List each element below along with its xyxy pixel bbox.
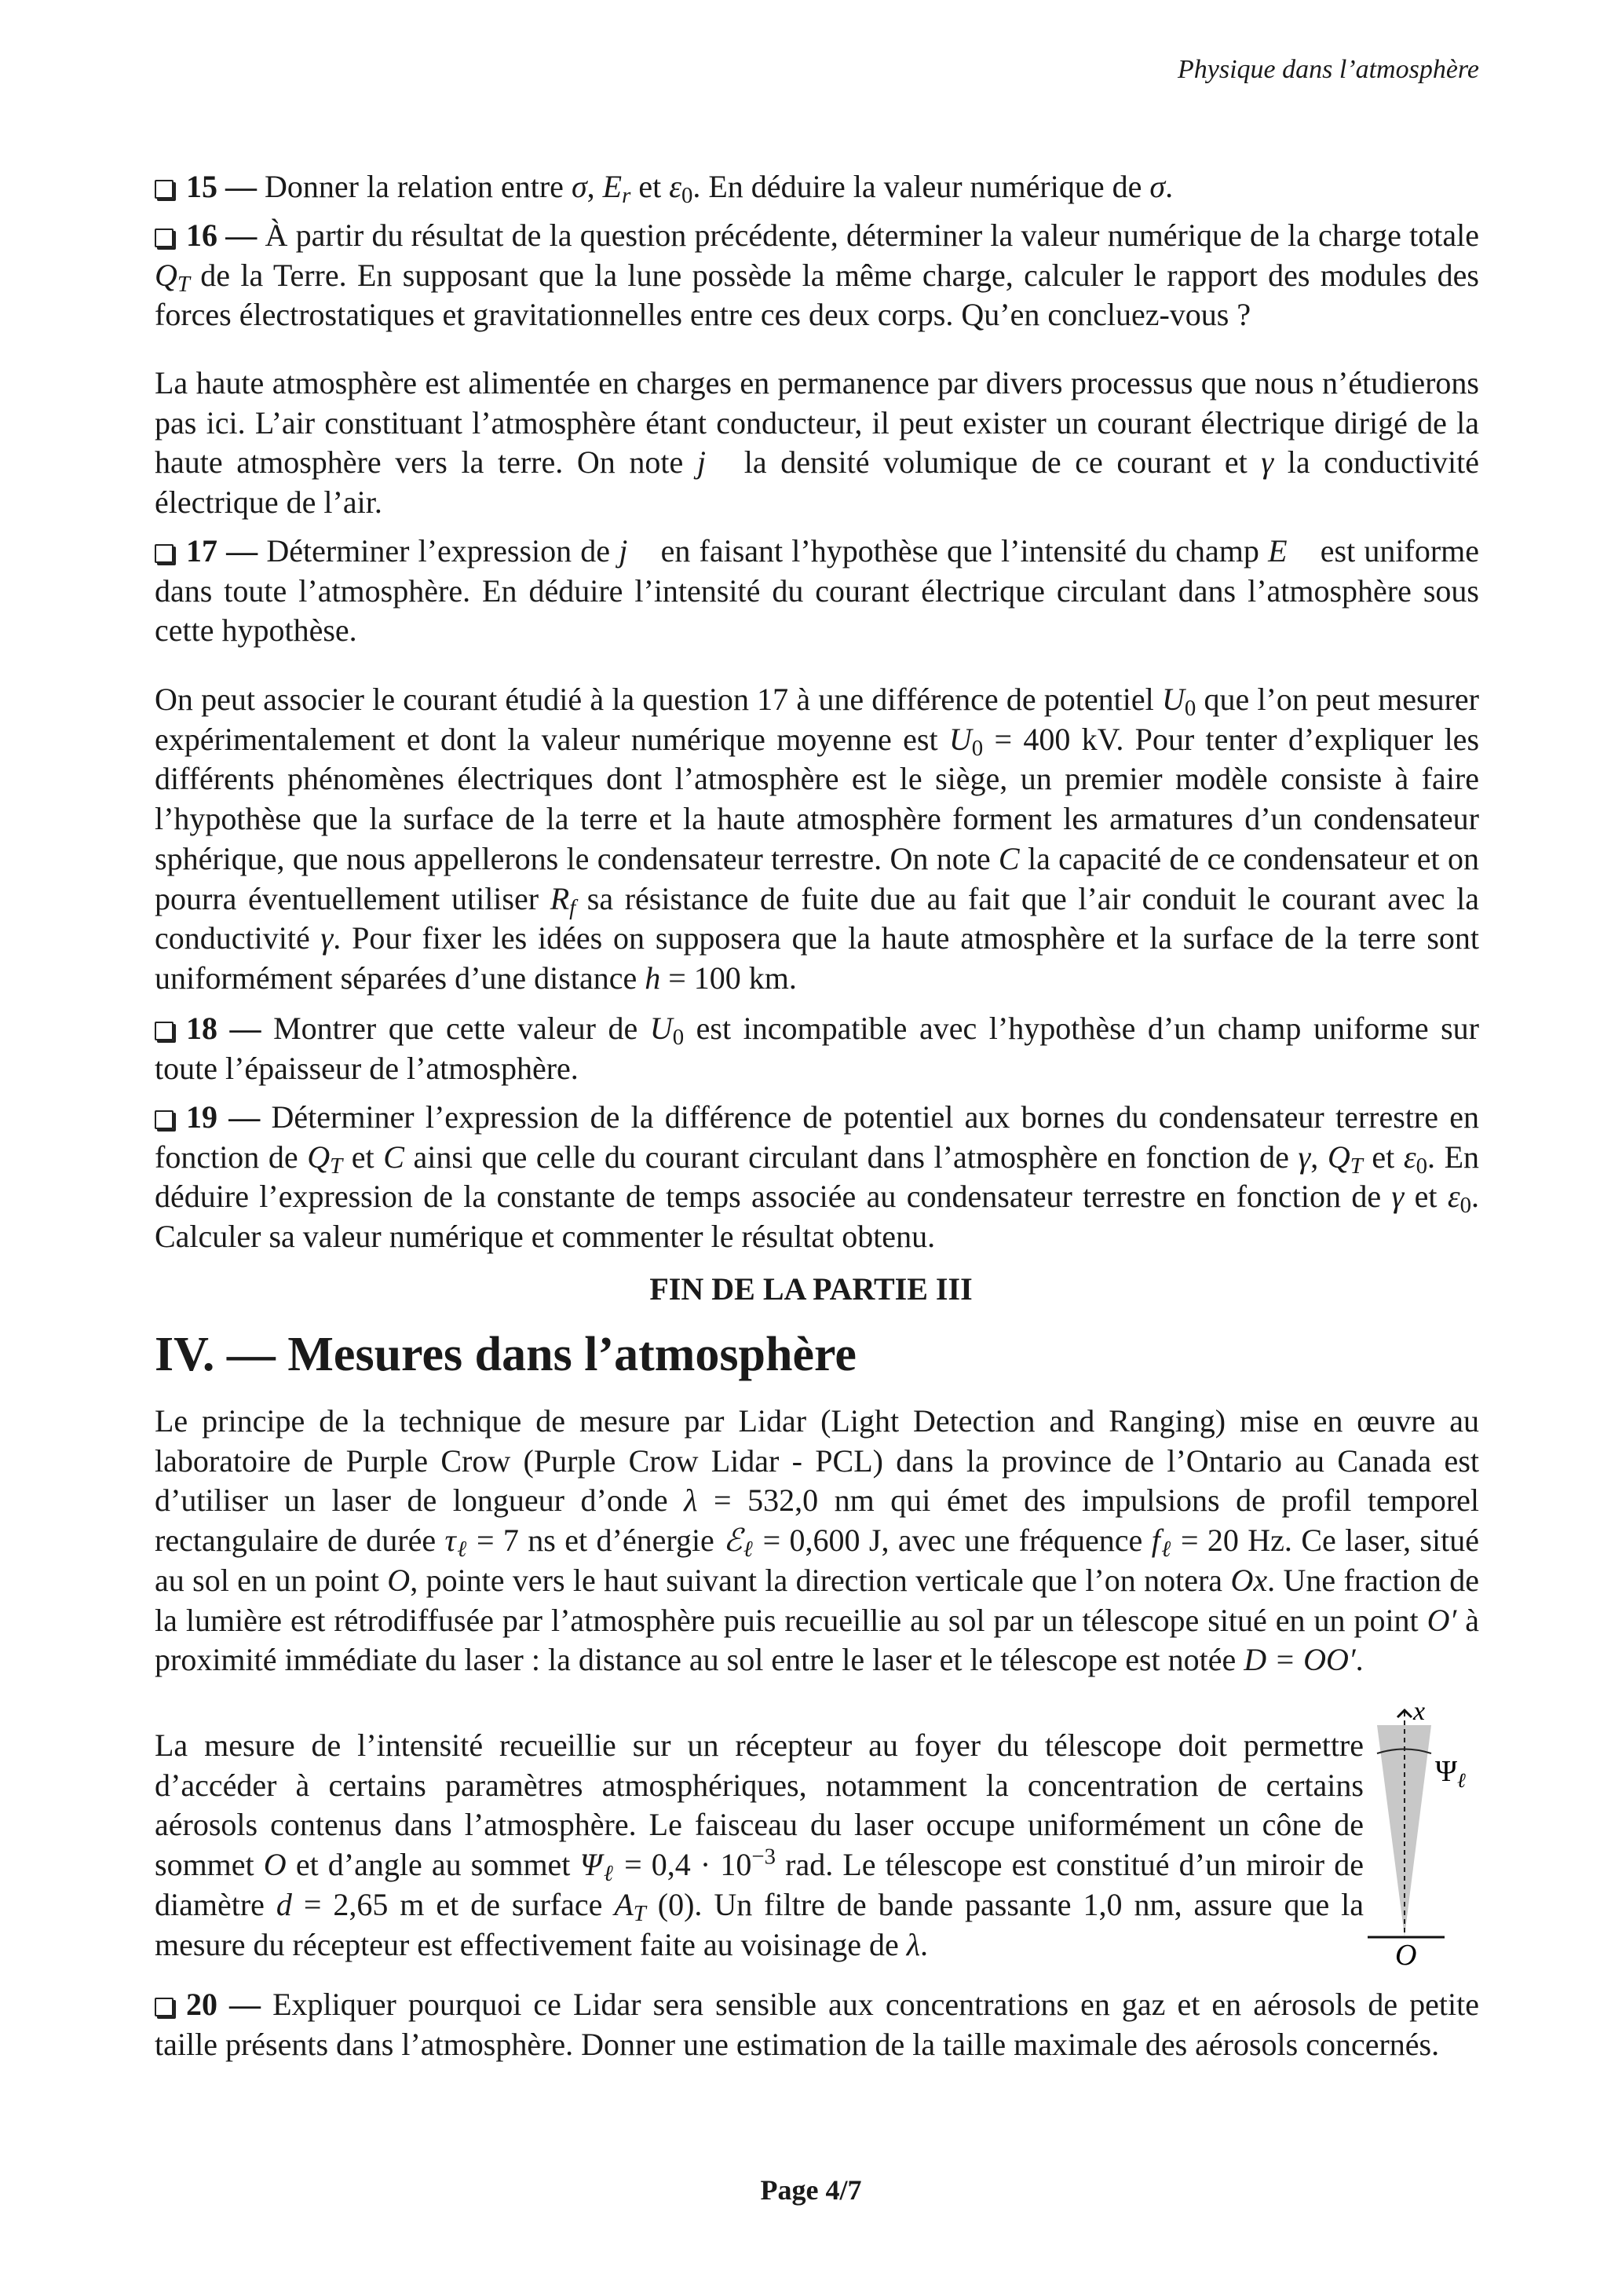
math-symbol [684, 1483, 697, 1518]
subscript: ℓ [1160, 1537, 1172, 1563]
text: = 7 ns et d’énergie [467, 1523, 724, 1559]
text: La haute atmosphère est alimentée en charges en permanence par divers processus que nous n’étudierons pas ici. L’air constituant l’atmosphère étant conducteur, il peut exister un courant électrique dirigé de la haute atmosphère vers la terre. On note [155, 365, 1479, 481]
math-symbol [572, 169, 587, 204]
text: = 2,65 m et de surface [291, 1886, 615, 1922]
math-symbol [155, 257, 190, 297]
subscript: 0 [971, 735, 984, 761]
symbol: C [383, 1139, 404, 1175]
subscript: r [622, 183, 631, 209]
math-symbol [1327, 1139, 1363, 1179]
question-number: 15 — [186, 169, 257, 204]
checkbox-icon [155, 544, 174, 563]
text: Expliquer pourquoi ce Lidar sera sensible aux concentrations en gaz et en aérosols de petite taille présents dans l’atmosphère. Donner une estimation de la taille maximale des aérosols concernés. [155, 1987, 1479, 2062]
math-symbol [1161, 682, 1196, 722]
math-symbol [387, 1563, 410, 1598]
question-q15 [155, 167, 1479, 207]
symbol: λ [684, 1483, 698, 1519]
math-symbol [723, 1523, 754, 1563]
math-symbol [602, 169, 631, 209]
checkbox-icon [155, 1110, 174, 1129]
symbol: τ [444, 1523, 456, 1559]
text: de la Terre. En supposant que la lune possède la même charge, calculer le rapport des modules des forces électrostatiques et gravitationnelles entre ces deux corps. Qu’en concluez-vous ? [155, 257, 1479, 333]
math-symbol [321, 920, 334, 956]
subscript: ℓ [455, 1537, 468, 1563]
text: La mesure de l’intensité recueillie sur un récepteur au foyer du télescope doit permettre d’accéder à certains paramètres atmosphériques, notamment la concentration de certains aérosols contenus dans l’atmosphère. Le faisceau du laser occupe uniformément un cône de sommet [155, 1727, 1364, 1883]
subscript: T [1350, 1153, 1363, 1179]
math-symbol [669, 169, 693, 209]
symbol: U [948, 721, 972, 757]
symbol: σ [571, 169, 587, 204]
math-symbol [1427, 1603, 1457, 1638]
subscript: 0 [1184, 696, 1196, 722]
laser-cone-figure [1366, 1704, 1492, 1994]
axis-label: x [1413, 1704, 1426, 1726]
question-number: 16 — [186, 218, 258, 253]
angle-label: $\Psi_\ell$ [1435, 1755, 1466, 1792]
math-symbol [383, 1139, 404, 1175]
symbol: σ [1149, 169, 1166, 204]
text: et [630, 169, 670, 204]
symbol: Ox [1230, 1562, 1268, 1598]
math-symbol [697, 444, 730, 480]
text: , [1310, 1139, 1328, 1175]
text: . Une fraction de la lumière est rétrodiffusée par l’atmosphère puis recueillie au sol par un télescope situé en un point [155, 1562, 1479, 1638]
subscript: 0 [1459, 1193, 1471, 1219]
text: est incompatible avec l’hypothèse d’un champ uniforme sur toute l’épaisseur de l’atmosphère. [155, 1011, 1480, 1086]
math-symbol [999, 841, 1020, 876]
text: . En déduire l’expression de la constante de temps associée au condensateur terrestre en fonction de [155, 1139, 1480, 1215]
symbol: U [1161, 682, 1185, 717]
math-symbol [444, 1523, 468, 1563]
subscript: ℓ [601, 1861, 615, 1887]
question-q18 [155, 1009, 1479, 1088]
page-number: Page 4/7 [760, 2174, 862, 2206]
text: ainsi que celle du courant circulant dans l’atmosphère en fonction de [404, 1139, 1299, 1175]
math-symbol [1391, 1179, 1404, 1214]
symbol: γ [1261, 444, 1274, 481]
paragraph-p2 [155, 680, 1479, 999]
text: . [1355, 1642, 1364, 1678]
paragraph-p1 [155, 364, 1479, 523]
math-symbol [1149, 169, 1165, 204]
question-q17 [155, 532, 1479, 651]
question-number: 19 — [186, 1099, 261, 1135]
symbol: λ [906, 1926, 921, 1962]
symbol: E [602, 169, 623, 204]
running-header: Physique dans l’atmosphère [1177, 55, 1479, 84]
checkbox-icon [155, 229, 174, 247]
math-symbol [1403, 1139, 1427, 1179]
symbol: γ [1391, 1179, 1405, 1215]
text: . [920, 1926, 929, 1962]
math-symbol [550, 880, 576, 920]
symbol: γ [1298, 1139, 1311, 1175]
text: Donner la relation entre [257, 169, 572, 204]
text: . Pour fixer les idées on supposera que la haute atmosphère et la surface de la terre sont uniformément séparées d’une distance [155, 920, 1480, 996]
subscript: 0 [681, 183, 693, 209]
text: la capacité de ce condensateur et on pourra éventuellement utiliser [155, 840, 1479, 916]
paragraph-p3 [155, 1402, 1479, 1680]
symbol: j⃗ [619, 533, 652, 569]
text: . Calculer sa valeur numérique et commenter le résultat obtenu. [155, 1179, 1479, 1255]
text: la densité volumique de ce courant et [730, 444, 1262, 481]
symbol: ε [669, 169, 681, 204]
subscript: T [633, 1901, 646, 1926]
section-title: IV. — Mesures dans l’atmosphère [155, 1328, 857, 1381]
math-symbol [1151, 1523, 1172, 1563]
math-symbol [1447, 1179, 1471, 1219]
symbol: C [998, 840, 1020, 876]
math-symbol [579, 1847, 615, 1887]
text: est uniforme dans toute l’atmosphère. En déduire l’intensité du courant électrique circulant dans l’atmosphère sous cette hypothèse. [155, 533, 1480, 649]
symbol: Ψ [579, 1847, 602, 1883]
text: On peut associer le courant étudié à la question 17 à une différence de potentiel [155, 682, 1162, 717]
text: = 0,4 · 10 [614, 1847, 752, 1883]
text: . En déduire la valeur numérique de [692, 169, 1150, 204]
text: à proximité immédiate du laser : la distance au sol entre le laser et le télescope est notée [155, 1602, 1479, 1678]
text: Déterminer l’expression de [258, 533, 619, 569]
text: en faisant l’hypothèse que l’intensité du champ [652, 533, 1269, 569]
origin-label: O [1395, 1939, 1417, 1972]
symbol: O [263, 1847, 287, 1883]
end-of-part: FIN DE LA PARTIE III [649, 1271, 973, 1307]
text: (0). Un filtre de bande passante 1,0 nm, assure que la mesure du récepteur est effectivement faite au voisinage de [155, 1886, 1364, 1962]
symbol: j⃗ [696, 444, 731, 481]
symbol: O [387, 1562, 411, 1598]
math-symbol [907, 1927, 920, 1962]
symbol: O′ [1427, 1602, 1457, 1638]
text: À partir du résultat de la question précédente, déterminer la valeur numérique de la charge totale [257, 218, 1480, 253]
text: Le principe de la technique de mesure par Lidar (Light Detection and Ranging) mise en œuvre au laboratoire de Purple Crow (Purple Crow Lidar - PCL) dans la province de l’Ontario au Canada est d’utiliser un laser de longueur d’onde [155, 1403, 1479, 1519]
text: = 400 kV. Pour tenter d’expliquer les différents phénomènes électriques dont l’atmosphère est le siège, un premier modèle consiste à faire l’hypothèse que la surface de la terre et la haute atmosphère forment les armatures d’un condensateur sphérique, que nous appellerons le condensateur terrestre. On note [155, 721, 1480, 876]
text: = 0,600 J, avec une fréquence [754, 1523, 1152, 1559]
symbol: f [1151, 1523, 1160, 1559]
question-q19 [155, 1098, 1479, 1257]
math-symbol [276, 1887, 292, 1922]
symbol: Q [1327, 1139, 1350, 1175]
question-q20 [155, 1985, 1479, 2064]
math-symbol [1268, 533, 1312, 569]
math-symbol [1244, 1642, 1355, 1677]
text: rad. Le télescope est constitué d’un miroir de diamètre [155, 1847, 1364, 1922]
text: = 100 km. [660, 960, 797, 996]
question-number: 18 — [186, 1011, 261, 1046]
subscript: 0 [672, 1025, 685, 1051]
subscript: 0 [1416, 1153, 1427, 1179]
symbol: ε [1403, 1139, 1416, 1175]
text: et [1404, 1179, 1448, 1215]
math-symbol [948, 721, 984, 761]
math-symbol [1230, 1563, 1267, 1598]
superscript: −3 [751, 1844, 776, 1870]
checkbox-icon [155, 1022, 174, 1040]
subscript: ℓ [742, 1537, 754, 1563]
symbol: Q [155, 257, 177, 293]
paragraph-p4 [155, 1726, 1364, 1965]
text: Déterminer l’expression de la différence de potentiel aux bornes du condensateur terrestre en fonction de [155, 1099, 1479, 1175]
text: . [1165, 169, 1174, 204]
symbol: ε [1447, 1179, 1460, 1215]
math-symbol [264, 1847, 287, 1882]
math-symbol [1261, 444, 1273, 480]
math-symbol [645, 960, 660, 996]
symbol: h [645, 960, 661, 996]
text: sa résistance de fuite due au fait que l’air conduit le courant avec la conductivité [155, 880, 1479, 956]
question-number: 20 — [186, 1987, 261, 2022]
text: , [586, 169, 603, 204]
text: = 532,0 nm qui émet des impulsions de profil temporel rectangulaire de durée [155, 1483, 1480, 1559]
subscript: f [569, 894, 576, 920]
symbol: D = OO′ [1244, 1642, 1356, 1678]
symbol: E⃗ [1268, 533, 1312, 569]
symbol: Q [307, 1139, 331, 1175]
symbol: ℰ [723, 1523, 743, 1559]
question-number: 17 — [186, 533, 258, 569]
subscript: T [330, 1153, 343, 1179]
math-symbol [614, 1886, 646, 1926]
symbol: A [614, 1886, 634, 1922]
math-symbol [649, 1011, 685, 1051]
text: Montrer que cette valeur de [261, 1011, 650, 1046]
text: et [1362, 1139, 1404, 1175]
symbol: d [276, 1886, 292, 1922]
text: et [342, 1139, 384, 1175]
text: = 20 Hz. Ce laser, situé au sol en un point [155, 1523, 1479, 1598]
text: et d’angle au sommet [286, 1847, 580, 1883]
symbol: R [550, 880, 570, 916]
math-symbol [619, 533, 652, 569]
subscript: T [177, 271, 190, 297]
question-q16 [155, 216, 1479, 335]
checkbox-icon [155, 180, 174, 199]
text: que l’on peut mesurer expérimentalement et dont la valeur numérique moyenne est [155, 682, 1479, 757]
text: , pointe vers le haut suivant la direction verticale que l’on notera [410, 1562, 1231, 1598]
text: la conductivité électrique de l’air. [155, 444, 1479, 521]
checkbox-icon [155, 1998, 174, 2016]
symbol: γ [320, 920, 334, 956]
math-symbol [1299, 1139, 1311, 1175]
math-symbol [307, 1139, 343, 1179]
symbol: U [649, 1011, 673, 1046]
